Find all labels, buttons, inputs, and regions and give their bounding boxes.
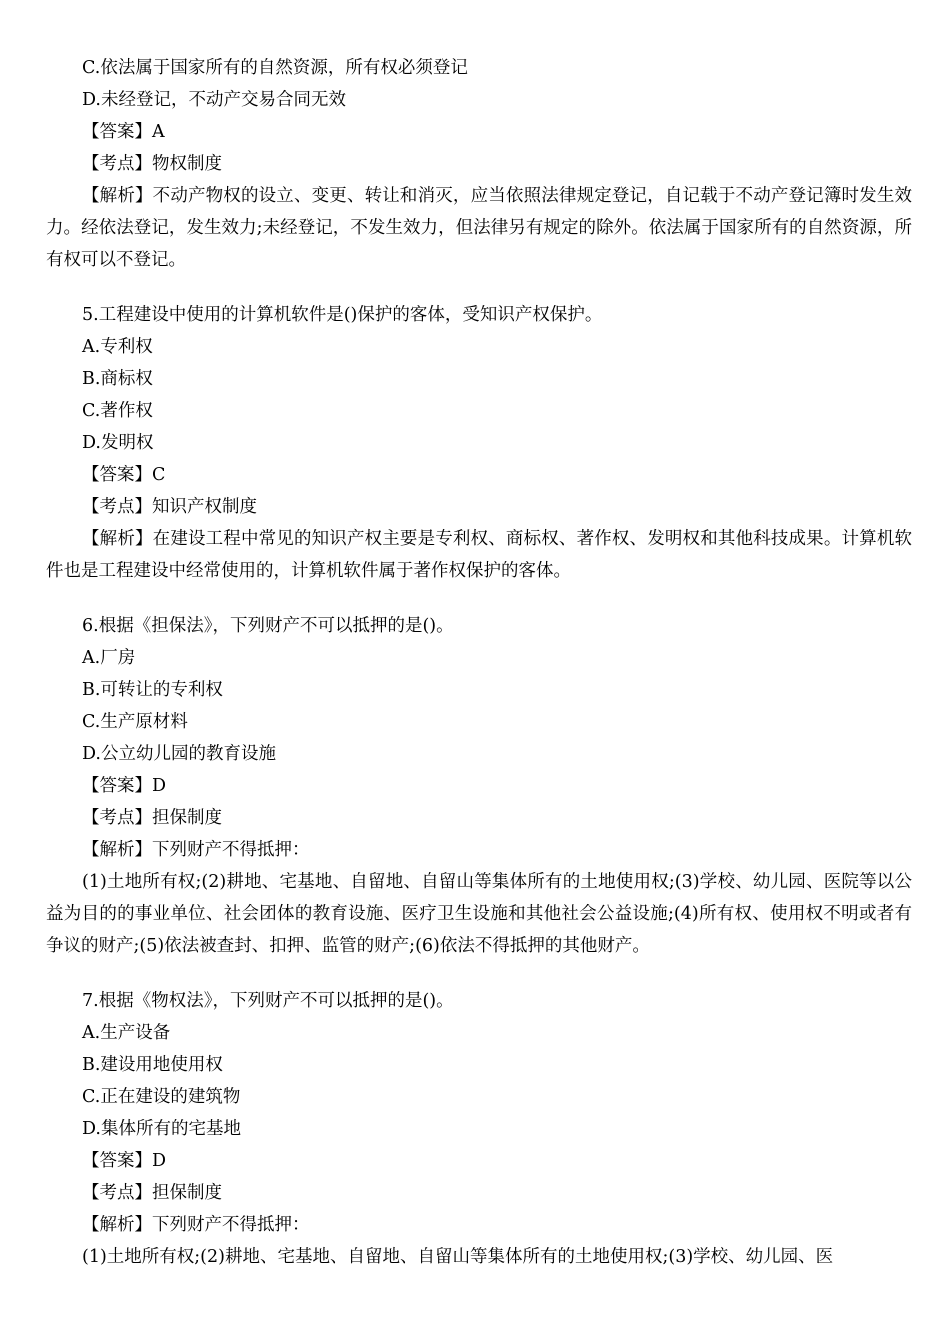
q7-list-start: (1)土地所有权;(2)耕地、宅基地、自留地、自留山等集体所有的土地使用权;(3)学校、幼儿园、医 (82, 1247, 834, 1267)
q6-analysis: 【解析】下列财产不得抵押： (82, 840, 310, 860)
q5-option-c: C.著作权 (82, 401, 153, 421)
section-gap (46, 276, 912, 299)
q7-answer: 【答案】D (82, 1151, 167, 1171)
q4-topic: 【考点】物权制度 (82, 154, 222, 174)
q6-option-d: D.公立幼儿园的教育设施 (82, 744, 276, 764)
q6-list: (1)土地所有权;(2)耕地、宅基地、自留地、自留山等集体所有的土地使用权;(3)学校、幼儿园、医院等以公益为目的的事业单位、社会团体的教育设施、医疗卫生设施和其他社会公益设施;(4)所有权、使用权不明或者有争议的财产;(5)依法被查封、扣押、监管的财产;(6)依法不得抵押的其他财产。 (46, 872, 912, 956)
document-page (46, 52, 912, 1273)
q6-option-b: B.可转让的专利权 (82, 680, 223, 700)
q6-topic: 【考点】担保制度 (82, 808, 222, 828)
q6-question: 6.根据《担保法》，下列财产不可以抵押的是()。 (82, 616, 454, 636)
q7-topic: 【考点】担保制度 (82, 1183, 222, 1203)
q5-topic: 【考点】知识产权制度 (82, 497, 257, 517)
q5-answer: 【答案】C (82, 465, 166, 485)
q7-option-b: B.建设用地使用权 (82, 1055, 223, 1075)
q7-option-d: D.集体所有的宅基地 (82, 1119, 241, 1139)
q4-analysis: 【解析】不动产物权的设立、变更、转让和消灭，应当依照法律规定登记，自记载于不动产登记簿时发生效力。经依法登记，发生效力;未经登记，不发生效力，但法律另有规定的除外。依法属于国家所有的自然资源，所有权可以不登记。 (46, 186, 912, 270)
q7-option-a: A.生产设备 (82, 1023, 171, 1043)
q5-option-b: B.商标权 (82, 369, 153, 389)
q4-option-d: D.未经登记，不动产交易合同无效 (82, 90, 346, 110)
q5-analysis: 【解析】在建设工程中常见的知识产权主要是专利权、商标权、著作权、发明权和其他科技成果。计算机软件也是工程建设中经常使用的，计算机软件属于著作权保护的客体。 (46, 529, 912, 581)
q5-option-d: D.发明权 (82, 433, 154, 453)
q5-question: 5.工程建设中使用的计算机软件是()保护的客体，受知识产权保护。 (82, 305, 603, 325)
q6-answer: 【答案】D (82, 776, 167, 796)
q6-option-c: C.生产原材料 (82, 712, 188, 732)
q6-option-a: A.厂房 (82, 648, 136, 668)
q4-option-c: C.依法属于国家所有的自然资源，所有权必须登记 (82, 58, 468, 78)
q4-answer: 【答案】A (82, 122, 165, 142)
q7-analysis: 【解析】下列财产不得抵押： (82, 1215, 310, 1235)
q7-question: 7.根据《物权法》，下列财产不可以抵押的是()。 (82, 991, 454, 1011)
q7-option-c: C.正在建设的建筑物 (82, 1087, 241, 1107)
section-gap (46, 962, 912, 985)
q5-option-a: A.专利权 (82, 337, 153, 357)
section-gap (46, 587, 912, 610)
